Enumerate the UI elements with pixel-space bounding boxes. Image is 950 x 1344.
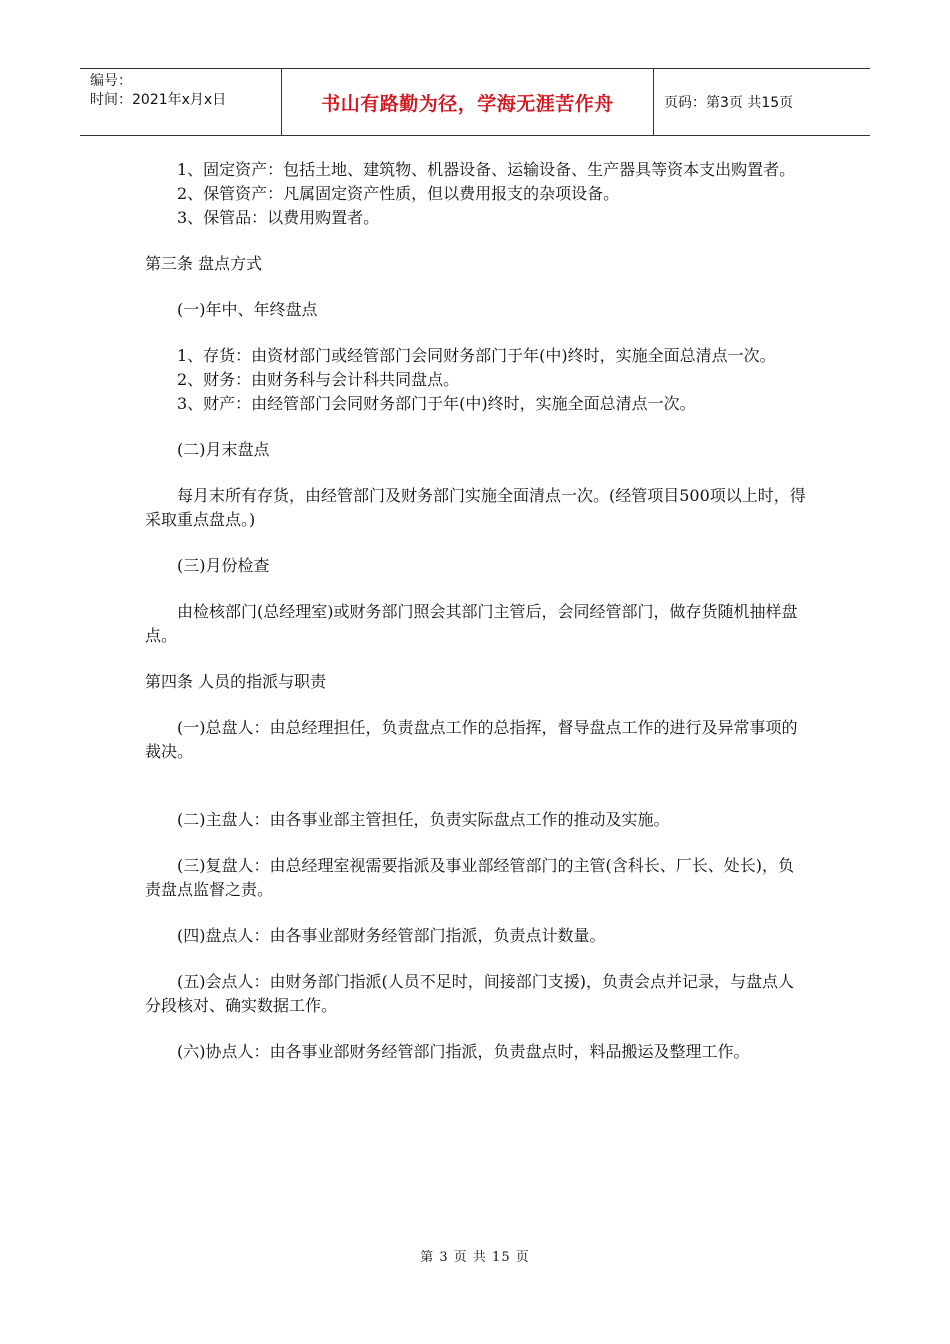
subsection-heading: (二)月末盘点 [177,440,270,459]
paragraph: 2、保管资产：凡属固定资产性质，但以费用报支的杂项设备。 [177,184,620,203]
paragraph: 1、固定资产：包括土地、建筑物、机器设备、运输设备、生产器具等资本支出购置者。 [177,160,796,179]
section-heading: 第四条 人员的指派与职责 [145,672,327,691]
paragraph: (四)盘点人：由各事业部财务经管部门指派，负责点计数量。 [177,926,606,945]
spacer [145,694,807,716]
spacer [145,948,807,970]
date-label: 时间：2021年x月x日 [90,92,227,108]
header-slogan: 书山有路勤为径，学海无涯苦作舟 [282,69,654,135]
paragraph: (三)复盘人：由总经理室视需要指派及事业部经管部门的主管(含科长、厂长、处长)，负责盘点监督之责。 [145,856,794,899]
subsection-heading: (一)年中、年终盘点 [177,300,318,319]
page-footer: 第 3 页 共 15 页 [420,1250,530,1265]
paragraph: 每月末所有存货，由经管部门及财务部门实施全面清点一次。(经管项目500项以上时，得采取重点盘点。) [145,486,806,529]
paragraph: (六)协点人：由各事业部财务经管部门指派，负责盘点时，料品搬运及整理工作。 [177,1042,750,1061]
paragraph: (一)总盘人：由总经理担任，负责盘点工作的总指挥，督导盘点工作的进行及异常事项的裁决。 [145,718,798,761]
page-header [80,68,870,136]
paragraph: 3、财产：由经管部门会同财务部门于年(中)终时，实施全面总清点一次。 [177,394,696,413]
subsection-heading: (三)月份检查 [177,556,270,575]
paragraph: 1、存货：由资材部门或经管部门会同财务部门于年(中)终时，实施全面总清点一次。 [177,346,776,365]
spacer [145,416,807,438]
spacer [145,578,807,600]
spacer [145,322,807,344]
spacer [145,462,807,484]
spacer [145,764,807,808]
spacer [145,532,807,554]
header-page-number: 页码：第3页 共15页 [664,95,794,111]
paragraph: 由检核部门(总经理室)或财务部门照会其部门主管后，会同经管部门，做存货随机抽样盘点。 [145,602,798,645]
paragraph: 2、财务：由财务科与会计科共同盘点。 [177,370,460,389]
spacer [145,648,807,670]
spacer [145,230,807,252]
spacer [145,1018,807,1040]
paragraph: 3、保管品：以费用购置者。 [177,208,380,227]
document-body [145,158,807,1064]
header-meta [80,69,282,135]
spacer [145,276,807,298]
spacer [145,832,807,854]
serial-number-label: 编号： [90,73,132,89]
paragraph: (五)会点人：由财务部门指派(人员不足时，间接部门支援)，负责会点并记录，与盘点人分段核对、确实数据工作。 [145,972,794,1015]
paragraph: (二)主盘人：由各事业部主管担任，负责实际盘点工作的推动及实施。 [177,810,670,829]
section-heading: 第三条 盘点方式 [145,254,263,273]
spacer [145,902,807,924]
